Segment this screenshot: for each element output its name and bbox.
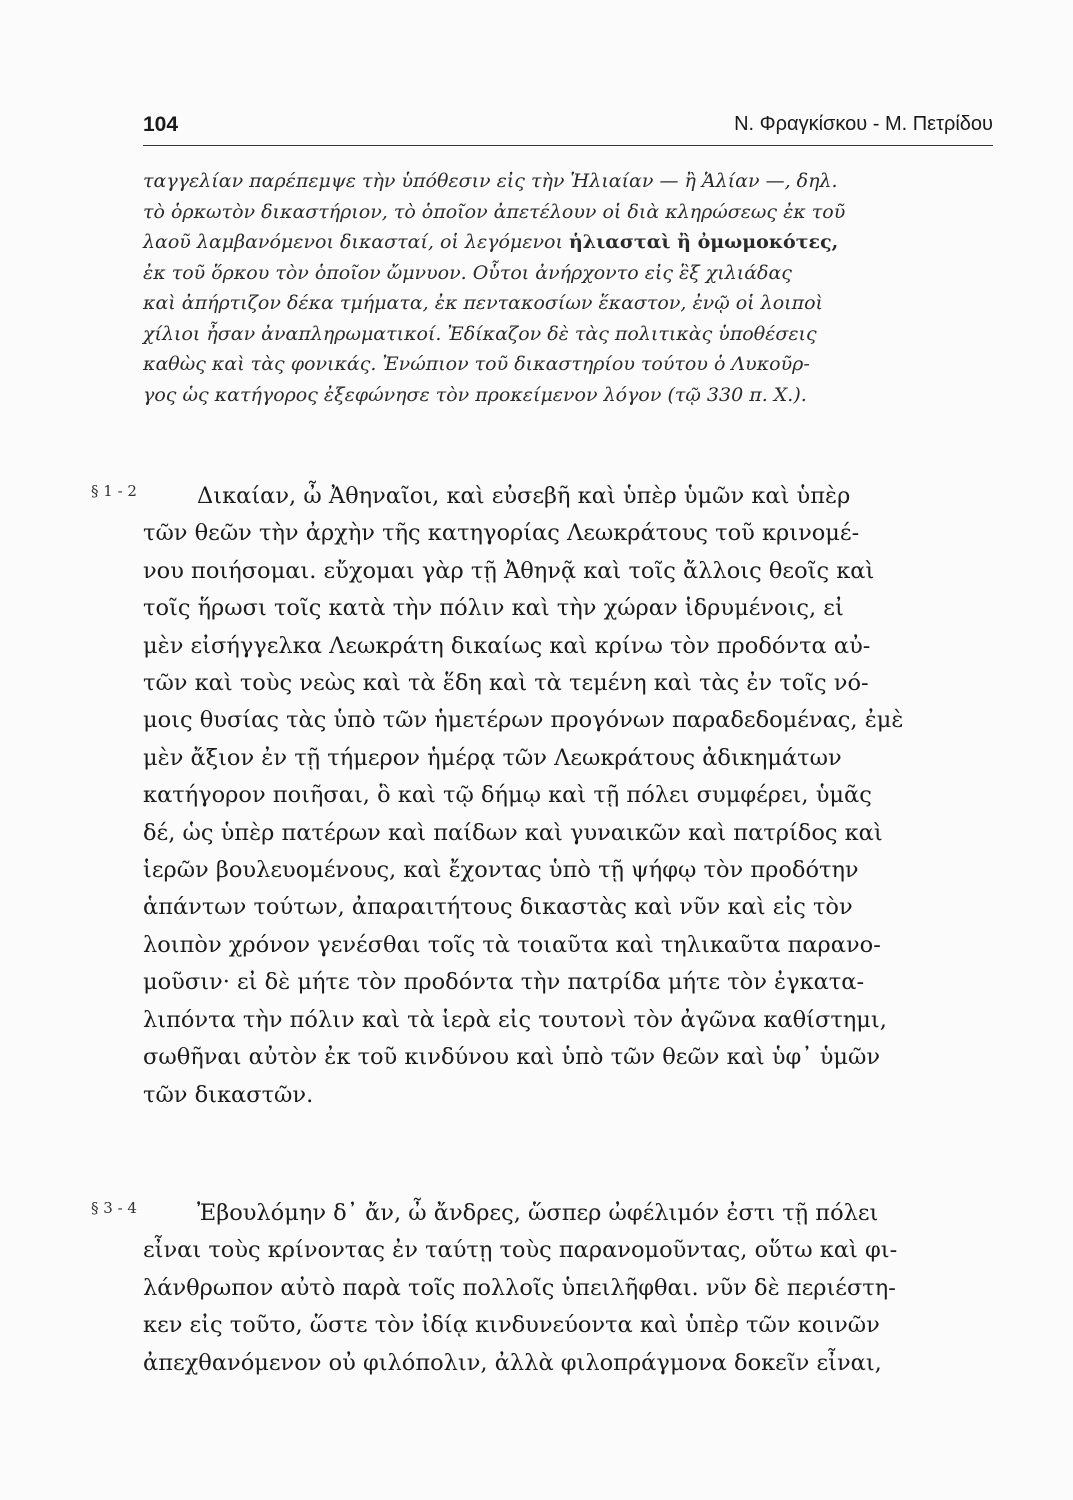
text-line: Ἐβουλόμην δ᾽ ἄν, ὦ ἄνδρες, ὥσπερ ὠφέλιμόν ἐστι τῇ πόλει [197, 1200, 879, 1226]
text-line: μοῦσιν· εἰ δὲ μήτε τὸν προδόντα τὴν πατρίδα μήτε τὸν ἐγκατα- [143, 969, 865, 996]
text-line: Δικαίαν, ὦ Ἀθηναῖοι, καὶ εὐσεβῆ καὶ ὑπὲρ ὑμῶν καὶ ὑπὲρ [197, 483, 851, 509]
text-line: ταγγελίαν παρέπεμψε τὴν ὑπόθεσιν εἰς τὴν Ἡλιαίαν — ἢ Ἁλίαν —, δηλ. [143, 170, 838, 192]
text-line: εἶναι τοὺς κρίνοντας ἐν ταύτῃ τοὺς παρανομοῦντας, οὕτω καὶ φι- [143, 1237, 898, 1264]
text-line: τῶν δικαστῶν. [143, 1081, 314, 1108]
text-line: τῶν θεῶν τὴν ἀρχὴν τῆς κατηγορίας Λεωκράτους τοῦ κρινομέ- [143, 520, 860, 547]
running-head: Ν. Φραγκίσκου - Μ. Πετρίδου [734, 113, 993, 135]
text-line: μὲν ἄξιον ἐν τῇ τήμερον ἡμέρᾳ τῶν Λεωκράτους ἀδικημάτων [143, 744, 842, 771]
text-line [143, 227, 993, 258]
text-line: μοις θυσίας τὰς ὑπὸ τῶν ἡμετέρων προγόνων παραδεδομένας, ἐμὲ [143, 707, 904, 734]
text-line: καθὼς καὶ τὰς φονικάς. Ἐνώπιον τοῦ δικαστηρίου τούτου ὁ Λυκοῦρ- [143, 353, 810, 375]
text-line: τοῖς ἥρωσι τοῖς κατὰ τὴν πόλιν καὶ τὴν χώραν ἱδρυμένοις, εἰ [143, 595, 844, 622]
text-line: ἀπεχθανόμενον οὐ φιλόπολιν, ἀλλὰ φιλοπράγμονα δοκεῖν εἶναι, [143, 1349, 882, 1376]
text-line: ἱερῶν βουλευομένους, καὶ ἔχοντας ὑπὸ τῇ ψήφῳ τὸν προδότην [143, 857, 859, 884]
text-fragment: λαοῦ λαμβανόμενοι δικασταί, οἱ λεγόμενοι [143, 231, 563, 253]
intro-paragraph [143, 166, 993, 410]
text-line: τῶν καὶ τοὺς νεὼς καὶ τὰ ἕδη καὶ τὰ τεμένη καὶ τὰς ἐν τοῖς νό- [143, 670, 869, 697]
text-line: λιπόντα τὴν πόλιν καὶ τὰ ἱερὰ εἰς τουτονὶ τὸν ἀγῶνα καθίστημι, [143, 1006, 887, 1033]
bold-term: ἡλιασταὶ ἢ ὀμωμοκότες, [568, 231, 839, 253]
text-line: σωθῆναι αὐτὸν ἐκ τοῦ κινδύνου καὶ ὑπὸ τῶν θεῶν καὶ ὑφ᾽ ὑμῶν [143, 1044, 881, 1071]
text-line: δέ, ὡς ὑπὲρ πατέρων καὶ παίδων καὶ γυναικῶν καὶ πατρίδος καὶ [143, 819, 883, 846]
section-marker: § 3 - 4 [91, 1199, 137, 1217]
text-line: μὲν εἰσήγγελκα Λεωκράτη δικαίως καὶ κρίνω τὸν προδόντα αὐ- [143, 632, 871, 659]
text-line: λάνθρωπον αὐτὸ παρὰ τοῖς πολλοῖς ὑπειλῆφθαι. νῦν δὲ περιέστη- [143, 1274, 896, 1301]
text-line: καὶ ἀπήρτιζον δέκα τμήματα, ἐκ πεντακοσίων ἕκαστον, ἐνῷ οἱ λοιποὶ [143, 292, 823, 314]
text-line: ἐκ τοῦ ὅρκου τὸν ὁποῖον ὤμνυον. Οὗτοι ἀνήρχοντο εἰς ἓξ χιλιάδας [143, 261, 792, 284]
text-line: κατήγορον ποιῆσαι, ὃ καὶ τῷ δήμῳ καὶ τῇ πόλει συμφέρει, ὑμᾶς [143, 782, 872, 809]
text-line: χίλιοι ἦσαν ἀναπληρωματικοί. Ἐδίκαζον δὲ τὰς πολιτικὰς ὑποθέσεις [143, 322, 817, 345]
section-marker: § 1 - 2 [91, 482, 137, 500]
text-line: κεν εἰς τοῦτο, ὥστε τὸν ἰδίᾳ κινδυνεύοντα καὶ ὑπὲρ τῶν κοινῶν [143, 1312, 880, 1339]
text-line: λοιπὸν χρόνον γενέσθαι τοῖς τὰ τοιαῦτα καὶ τηλικαῦτα παρανο- [143, 931, 881, 958]
text-line: ἁπάντων τούτων, ἀπαραιτήτους δικαστὰς καὶ νῦν καὶ εἰς τὸν [143, 894, 853, 921]
text-line: τὸ ὁρκωτὸν δικαστήριον, τὸ ὁποῖον ἀπετέλουν οἱ διὰ κληρώσεως ἐκ τοῦ [143, 200, 846, 223]
page-number: 104 [143, 113, 179, 136]
section-text [143, 1195, 993, 1382]
text-line: γος ὡς κατήγορος ἐξεφώνησε τὸν προκείμενον λόγον (τῷ 330 π. Χ.). [143, 383, 807, 406]
page-header [143, 105, 993, 146]
text-line: νου ποιήσομαι. εὔχομαι γὰρ τῇ Ἀθηνᾷ καὶ τοῖς ἄλλοις θεοῖς καὶ [143, 557, 875, 584]
section-text [143, 478, 993, 1114]
